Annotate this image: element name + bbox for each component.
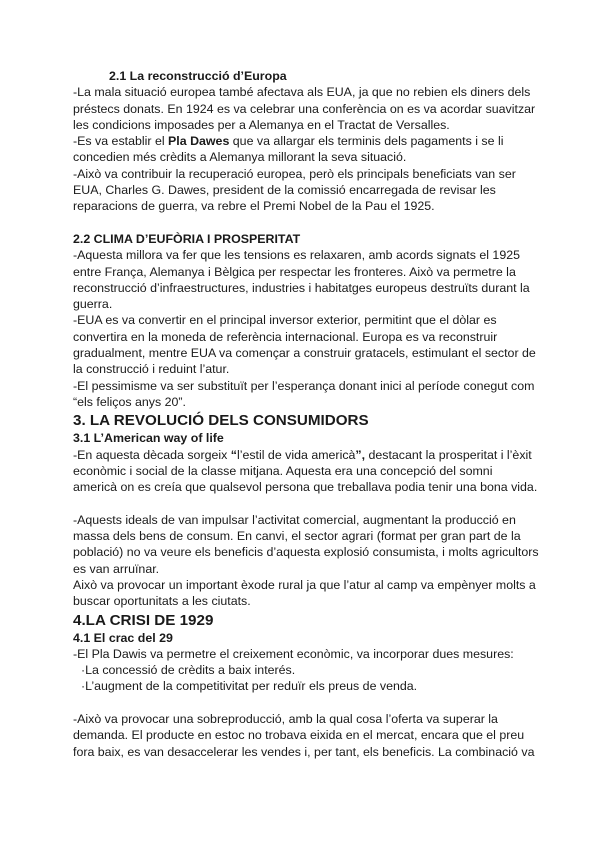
- paragraph-line: -EUA es va convertir en el principal inversor exterior, permitint que el dòlar es: [73, 313, 497, 328]
- text-run: l’estil de vida americà: [236, 447, 356, 462]
- paragraph-line: econòmic i social de la classe mitjana. Aquesta era una concepció del somni: [73, 463, 493, 478]
- paragraph-line: -Això va provocar una sobreproducció, amb la qual cosa l’oferta va superar la: [73, 711, 498, 726]
- chapter-heading-3: 3. LA REVOLUCIÓ DELS CONSUMIDORS: [73, 412, 369, 430]
- section-heading-4-1: 4.1 El crac del 29: [73, 630, 173, 645]
- paragraph-line: -Aquesta millora va fer que les tensions es relaxaren, amb acords signats el 1925: [73, 248, 520, 263]
- paragraph-line: “els feliços anys 20”.: [73, 394, 186, 409]
- paragraph-line: préstecs donats. En 1924 es va celebrar una conferència on es va acordar suavitzar: [73, 101, 536, 116]
- paragraph-line: EUA, Charles G. Dawes, president de la comissió encarregada de revisar les: [73, 183, 496, 198]
- paragraph-line: -La mala situació europea també afectava als EUA, ja que no rebien els diners dels: [73, 85, 531, 100]
- paragraph-line: concedien més crèdits a Alemanya millorant la seva situació.: [73, 150, 407, 165]
- paragraph-line: convertira en la moneda de referència internacional. Europa es va reconstruir: [73, 329, 498, 344]
- paragraph-line: -Això va contribuir la recuperació europea, però els principals beneficiats van ser: [73, 166, 516, 181]
- chapter-heading-4: 4.LA CRISI DE 1929: [73, 611, 214, 629]
- section-heading-2-2: 2.2 CLIMA D’EUFÒRIA I PROSPERITAT: [73, 231, 301, 246]
- bold-quote-close: ”,: [355, 447, 366, 462]
- spacer: [73, 215, 535, 231]
- paragraph-line: guerra.: [73, 297, 113, 312]
- paragraph-line: buscar oportunitats a les ciutats.: [73, 594, 251, 609]
- spacer: [73, 495, 535, 511]
- text-run: -Es va establir el: [73, 134, 169, 149]
- paragraph-line: -El pessimisme va ser substituït per l’esperança donant inici al període conegut com: [73, 378, 535, 393]
- paragraph-line: la construcció i reduint l’atur.: [73, 362, 230, 377]
- paragraph-line: entre França, Alemanya i Bèlgica per respectar les fronteres. Això va permetre la: [73, 264, 516, 279]
- list-item: ·L’augment de la competitivitat per reduïr els preus de venda.: [81, 679, 418, 694]
- paragraph-line: gradualment, mentre EUA va començar a construir gratacels, estimulant el sector de: [73, 346, 536, 361]
- paragraph-line: [73, 447, 535, 463]
- spacer: [73, 695, 535, 711]
- paragraph-line: americà on es creía que qualsevol persona que treballava podia tenir una bona vida.: [73, 480, 538, 495]
- section-heading-3-1: 3.1 L’American way of life: [73, 431, 224, 446]
- paragraph-line: reconstrucció d’infraestructures, industries i habitatges europeus destruïts durant la: [73, 280, 530, 295]
- bold-term-pla-dawes: Pla Dawes: [168, 134, 230, 149]
- list-item: ·La concessió de crèdits a baix interés.: [81, 663, 296, 678]
- section-heading-2-1: 2.1 La reconstrucció d’Europa: [109, 69, 287, 83]
- paragraph-line: massa dels bens de consum. En canvi, el sector agrari (format per gran part de la: [73, 529, 521, 544]
- paragraph-line: població) no va veure els beneficis d’aquesta explosió consumista, i molts agricultors: [73, 545, 539, 560]
- document-body: [73, 68, 539, 760]
- paragraph-line: -El Pla Dawis va permetre el creixement econòmic, va incorporar dues mesures:: [73, 646, 514, 661]
- paragraph-line: -Aquests ideals de van impulsar l’activitat comercial, augmentant la producció en: [73, 512, 516, 527]
- paragraph-line: les condicions imposades per a Alemanya en el Tractat de Versalles.: [73, 117, 450, 132]
- text-run: -En aquesta dècada sorgeix: [73, 447, 231, 462]
- text-run: destacant la prosperitat i l’èxit: [365, 447, 532, 462]
- paragraph-line: fora baix, es van desaccelerar les vendes i, per tant, els beneficis. La combinació va: [73, 744, 535, 759]
- text-run: que va allargar els terminis dels pagaments i se li: [229, 134, 504, 149]
- paragraph-line: reparacions de guerra, va rebre el Premi Nobel de la Pau el 1925.: [73, 199, 435, 214]
- paragraph-line: Això va provocar un important èxode rural ja que l’atur al camp va empènyer molts a: [73, 577, 536, 592]
- paragraph-line: [73, 133, 535, 149]
- paragraph-line: es van arruïnar.: [73, 561, 160, 576]
- bold-quote-open: “: [230, 447, 237, 462]
- paragraph-line: demanda. El producte en estoc no trobava eixida en el mercat, encara que el preu: [73, 728, 525, 743]
